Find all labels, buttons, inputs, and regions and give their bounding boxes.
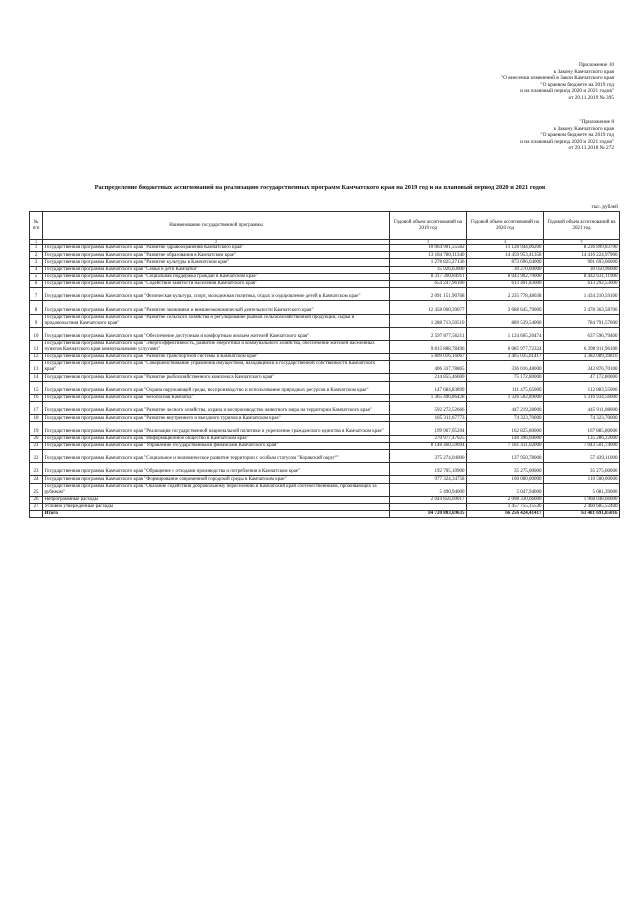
program-name: Государственная программа Камчатского края "Развитие здравоохранения Камчатского края": [43, 245, 390, 252]
amount-2021: 1 316 934,56000: [544, 394, 620, 401]
program-name: Государственная программа Камчатского края "Реализация государственной национальной политики и укрепление гражданского единства в Камчатском крае": [43, 422, 390, 435]
table-row: [30, 442, 620, 449]
budget-table: [29, 211, 620, 518]
amount-2020: 2 235 778,48038: [467, 288, 544, 301]
amount-2020: 148 396,69000: [467, 435, 544, 442]
table-row: [30, 496, 620, 503]
amount-2021: 47 172,80000: [544, 374, 620, 381]
amount-2021: 3 478 363,58700: [544, 301, 620, 314]
amount-2020: 3 465 035,61417: [467, 354, 544, 361]
amount-2019: 2 091 151,90768: [390, 288, 467, 301]
header-line: от 29.11.2019 № 395: [568, 94, 614, 101]
column-number: 1: [30, 240, 43, 245]
row-number: 19: [30, 422, 43, 435]
table-row: [30, 503, 620, 510]
amount-2019: 592 272,52666: [390, 402, 467, 415]
amount-2020: 3 688 645,79000: [467, 301, 544, 314]
program-name: Государственная программа Камчатского края "Развитие образования в Камчатском крае": [43, 252, 390, 259]
table-row: [30, 252, 620, 259]
amount-2019: 35 926,63000: [390, 266, 467, 273]
table-row: [30, 280, 620, 287]
table-row: [30, 245, 620, 252]
amount-2019: 8 317 390,84911: [390, 273, 467, 280]
amount-2020: 1 457 755,15536: [467, 503, 544, 510]
amount-2019: 270 977,47025: [390, 435, 467, 442]
amount-2021: 445 911,08000: [544, 402, 620, 415]
amount-2019: 5 490,94000: [390, 483, 467, 496]
amount-2021: 901 693,06000: [544, 259, 620, 266]
row-number: 24: [30, 476, 43, 483]
amount-2021: 3 382 089,39816: [544, 354, 620, 361]
table-row: [30, 340, 620, 353]
amount-2021: 613 292,53000: [544, 280, 620, 287]
table-row: [30, 273, 620, 280]
amount-2020: 336 016,48000: [467, 361, 544, 374]
column-header-2021: Годовой объем ассигнований на 2021 год: [544, 212, 620, 240]
amount-2020: 2 098 330,66000: [467, 496, 544, 503]
amount-2019: 12 458 060,39077: [390, 301, 467, 314]
units-label: тыс. рублей: [591, 204, 618, 210]
row-number: 6: [30, 280, 43, 287]
amount-2020: 74 323,70000: [467, 415, 544, 422]
program-name: Государственная программа Камчатского края "Семья и дети Камчатки": [43, 266, 390, 273]
table-row: [30, 483, 620, 496]
column-number: 4: [467, 240, 544, 245]
amount-2021: 112 883,55000: [544, 381, 620, 394]
row-number: 12: [30, 354, 43, 361]
table-header-row: [30, 212, 620, 240]
amount-2019: 9 815 888,78496: [390, 340, 467, 353]
program-name: Государственная программа Камчатского края "Социальная поддержка граждан в Камчатском крае": [43, 273, 390, 280]
row-number: 18: [30, 415, 43, 422]
row-number: 9: [30, 314, 43, 327]
table-row: [30, 361, 620, 374]
amount-2020: 160 000,00000: [467, 476, 544, 483]
program-name: Государственная программа Камчатского края "Развитие экономики и внешнеэкономической деятельности Камчатского края": [43, 301, 390, 314]
program-name: Государственная программа Камчатского края "Управление государственными финансами Камчатского края": [43, 442, 390, 449]
table-row: [30, 394, 620, 401]
column-number: 2: [43, 240, 390, 245]
program-name: Государственная программа Камчатского края "Развитие транспортной системы в Камчатском крае": [43, 354, 390, 361]
row-number: 16: [30, 394, 43, 401]
program-name: Государственная программа Камчатского края "Обеспечение доступным и комфортным жильем жителей Камчатского края": [43, 327, 390, 340]
amount-2019: 5 809 016,16067: [390, 354, 467, 361]
amount-2021: 30 050,96000: [544, 266, 620, 273]
amount-2020: 613 401,83000: [467, 280, 544, 287]
table-row: [30, 463, 620, 476]
program-name: Государственная программа Камчатского края "Обращение с отходами производства и потребления в Камчатском крае": [43, 463, 390, 476]
amount-2020: 66 256 424,41417: [467, 511, 544, 518]
program-name: Государственная программа Камчатского края "Охрана окружающей среды, воспроизводство и использование природных ресурсов в Камчатском крае": [43, 381, 390, 394]
program-name: Государственная программа Камчатского края "Развитие культуры в Камчатском крае": [43, 259, 390, 266]
column-header-2019: Годовой объем ассигнований на 2019 год: [390, 212, 467, 240]
amount-2019: 192 705,10900: [390, 463, 467, 476]
amount-2019: 1 278 825,27136: [390, 259, 467, 266]
row-number: 7: [30, 288, 43, 301]
table-row: [30, 415, 620, 422]
header-line: "Приложение 8: [579, 119, 614, 125]
table-row: [30, 266, 620, 273]
program-name: Государственная программа Камчатского края "Социальное и экономическое развитие территории с особым статусом "Корякский округ"": [43, 449, 390, 462]
amount-2020: 111 475,65000: [467, 381, 544, 394]
amount-2020: 5 047,94000: [467, 483, 544, 496]
row-number: 3: [30, 259, 43, 266]
amount-2020: 1 326 502,89000: [467, 394, 544, 401]
amount-2020: 162 825,80000: [467, 422, 544, 435]
amount-2019: 977 324,34758: [390, 476, 467, 483]
header-line: Приложение 10: [578, 62, 614, 68]
amount-2019: [390, 503, 467, 510]
header-line: от 29.11.2018 № 272: [568, 145, 614, 152]
table-row: [30, 314, 620, 327]
row-number: 11: [30, 340, 43, 353]
program-name: Государственная программа Камчатского края "Развитие рыбохозяйственного комплекса Камчатского края": [43, 374, 390, 381]
amount-2021: 343 876,70100: [544, 361, 620, 374]
header-line: "О внесении изменений в Закон Камчатского края: [501, 75, 614, 82]
row-number: 15: [30, 381, 43, 394]
program-name: Государственная программа Камчатского края "Информационное общество в Камчатском крае": [43, 435, 390, 442]
program-name: Непрограммные расходы: [43, 496, 390, 503]
header-original-appendix: [520, 119, 614, 152]
amount-2021: 637 596,79400: [544, 327, 620, 340]
table-row: [30, 374, 620, 381]
amount-2021: 8 236 899,83700: [544, 245, 620, 252]
amount-2021: 63 481 691,85016: [544, 511, 620, 518]
amount-2020: 1 124 605,20474: [467, 327, 544, 340]
amount-2021: 74 323,70000: [544, 415, 620, 422]
row-number: 1: [30, 245, 43, 252]
program-name: Государственная программа Камчатского края "Содействие занятости населения Камчатского края": [43, 280, 390, 287]
row-number: 5: [30, 273, 43, 280]
amount-2019: 13 184 780,11340: [390, 252, 467, 259]
amount-2019: 185 311,67773: [390, 415, 467, 422]
column-header-name: Наименование государственной программы: [43, 212, 390, 240]
header-line: "О краевом бюджете на 2019 год: [540, 132, 614, 139]
amount-2019: 2 597 877,56211: [390, 327, 467, 340]
row-number: 22: [30, 449, 43, 462]
amount-2021: 1 968 048,66000: [544, 496, 620, 503]
program-name: Государственная программа Камчатского края "Физическая культура, спорт, молодежная политика, отдых и оздоровление детей в Камчатском крае": [43, 288, 390, 301]
amount-2020: 873 696,04000: [467, 259, 544, 266]
header-line: и на плановый период 2020 и 2021 годов": [520, 138, 614, 145]
header-line: к Закону Камчатского края: [553, 68, 614, 75]
amount-2019: 406 337,78865: [390, 361, 467, 374]
amount-2021: 135 286,22000: [544, 435, 620, 442]
table-row: [30, 422, 620, 435]
row-number: 17: [30, 402, 43, 415]
amount-2020: 30 270,00000: [467, 266, 544, 273]
amount-2020: 7 181 411,02000: [467, 442, 544, 449]
amount-2019: 147 684,83899: [390, 381, 467, 394]
row-number: 2: [30, 252, 43, 259]
row-number: 21: [30, 442, 43, 449]
table-row: [30, 449, 620, 462]
amount-2020: 889 539,54000: [467, 314, 544, 327]
column-header-num: № п/п: [30, 212, 43, 240]
row-number: 8: [30, 301, 43, 314]
amount-2019: 84 720 803,69635: [390, 511, 467, 518]
program-name: Государственная программа Камчатского края "Энергоэффективность, развитие энергетики и коммунального хозяйства, обеспечение жителей населенных пунктов Камчатского края коммунальными услугами": [43, 340, 390, 353]
amount-2019: 10 064 901,55582: [390, 245, 467, 252]
header-current-amendment: [501, 62, 614, 102]
amount-2019: 1 365 496,86428: [390, 394, 467, 401]
amount-2021: 1 434 210,59100: [544, 288, 620, 301]
program-name: Государственная программа Камчатского края "Безопасная Камчатка": [43, 394, 390, 401]
amount-2020: 75 172,80000: [467, 374, 544, 381]
row-number: 4: [30, 266, 43, 273]
table-total-row: [30, 511, 620, 518]
amount-2021: 6 398 911,96100: [544, 340, 620, 353]
amount-2021: 784 791,57000: [544, 314, 620, 327]
amount-2020: 11 128 944,06200: [467, 245, 544, 252]
program-name: Государственная программа Камчатского края "Формирование современной городской среды в Камчатском крае": [43, 476, 390, 483]
amount-2021: 8 442 631,11900: [544, 273, 620, 280]
amount-2020: 6 085 977,72324: [467, 340, 544, 353]
table-row: [30, 301, 620, 314]
amount-2019: 8 148 460,59094: [390, 442, 467, 449]
header-line: и на плановый период 2020 и 2021 годов": [520, 88, 614, 95]
amount-2021: 14 416 224,97900: [544, 252, 620, 259]
program-name: Условно утвержденные расходы: [43, 503, 390, 510]
row-number: 10: [30, 327, 43, 340]
row-number: 23: [30, 463, 43, 476]
program-name: Государственная программа Камчатского края "Развитие сельского хозяйства и регулирование рынков сельскохозяйственной продукции, сырья и продовольствия Камчатского края": [43, 314, 390, 327]
amount-2019: 375 274,04000: [390, 449, 467, 462]
program-name: Государственная программа Камчатского края "Развитие внутреннего и въездного туризма в Камчатском крае": [43, 415, 390, 422]
amount-2019: 214 855,46600: [390, 374, 467, 381]
header-line: к Закону Камчатского края: [553, 125, 614, 132]
amount-2019: 199 967,05204: [390, 422, 467, 435]
table-row: [30, 327, 620, 340]
amount-2020: 137 950,78000: [467, 449, 544, 462]
amount-2020: 35 275,00000: [467, 463, 544, 476]
amount-2020: 8 043 902,79000: [467, 273, 544, 280]
amount-2021: 2 460 685,52400: [544, 503, 620, 510]
amount-2021: 167 885,80000: [544, 422, 620, 435]
amount-2021: 35 275,00000: [544, 463, 620, 476]
header-line: "О краевом бюджете на 2019 год: [540, 81, 614, 88]
program-name: Государственная программа Камчатского края "Оказание содействия добровольному переселению в Камчатский край соотечественников, проживающих за рубежом": [43, 483, 390, 496]
table-row: [30, 435, 620, 442]
document-title: Распределение бюджетных ассигнований на реализацию государственных программ Камчатского края на 2019 год и на плановый период 2020 и 2021 годов: [94, 184, 546, 191]
row-number: 20: [30, 435, 43, 442]
column-header-2020: Годовой объем ассигнований на 2020 год: [467, 212, 544, 240]
amount-2020: 447 219,28000: [467, 402, 544, 415]
table-row: [30, 354, 620, 361]
program-name: Государственная программа Камчатского края "Совершенствование управления имуществом, находящимся в государственной собственности Камчатского края": [43, 361, 390, 374]
amount-2021: 7 043 501,74000: [544, 442, 620, 449]
amount-2021: 110 500,00000: [544, 476, 620, 483]
row-number: [30, 511, 43, 518]
amount-2019: 1 288 713,50510: [390, 314, 467, 327]
row-number: 13: [30, 361, 43, 374]
table-row: [30, 288, 620, 301]
table-row: [30, 402, 620, 415]
row-number: 14: [30, 374, 43, 381]
table-row: [30, 381, 620, 394]
amount-2019: 2 044 856,69017: [390, 496, 467, 503]
amount-2021: 5 081,39000: [544, 483, 620, 496]
table-row: [30, 476, 620, 483]
amount-2020: 14 459 953,41358: [467, 252, 544, 259]
table-body: [30, 245, 620, 518]
row-number: 27: [30, 503, 43, 510]
row-number: 25: [30, 483, 43, 496]
amount-2021: 57 439,11000: [544, 449, 620, 462]
row-number: 26: [30, 496, 43, 503]
column-number: 5: [544, 240, 620, 245]
program-name: Итого: [43, 511, 390, 518]
table-row: [30, 259, 620, 266]
column-number: 3: [390, 240, 467, 245]
program-name: Государственная программа Камчатского края "Развитие лесного хозяйства, охрана и воспроизводство животного мира на территории Камчатского края": [43, 402, 390, 415]
amount-2019: 654 247,96100: [390, 280, 467, 287]
